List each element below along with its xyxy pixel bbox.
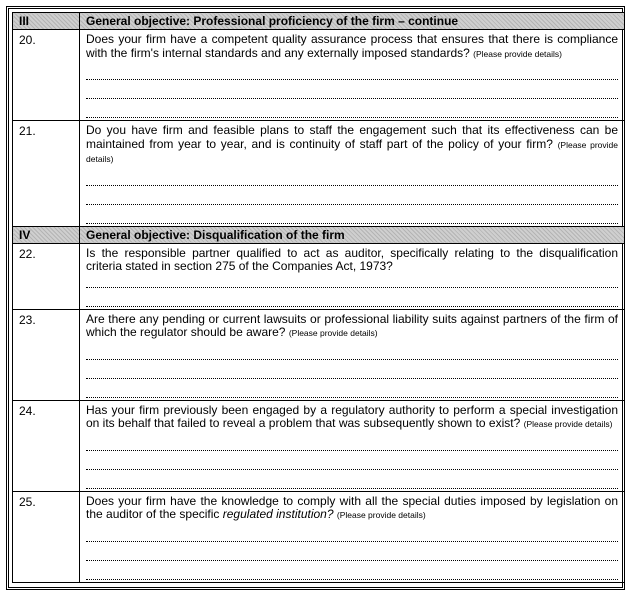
- question-hint: (Please provide details): [86, 139, 618, 164]
- answer-lines: [86, 341, 618, 400]
- question-text: Does your firm have the knowledge to comply with all the special duties imposed by legislation on the auditor of the specific regulated institution? (Please provide details): [86, 493, 618, 521]
- question-text: Are there any pending or current lawsuits or professional liability suits against partners of the firm of which the regulator should be aware? (Please provide details): [86, 311, 618, 339]
- section-title: General objective: Professional proficiency of the firm – continue: [80, 13, 625, 30]
- question-number: 21.: [13, 121, 80, 227]
- answer-line[interactable]: [86, 360, 618, 379]
- question-row-23: [13, 309, 625, 400]
- questionnaire-table: [12, 12, 625, 583]
- answer-lines: [86, 432, 618, 491]
- question-text: Do you have firm and feasible plans to staff the engagement such that its effectiveness can be maintained from year to year, and is continuity of staff part of the policy of your firm? (Please provide details): [86, 123, 618, 164]
- answer-line[interactable]: [86, 561, 618, 580]
- answer-line[interactable]: [86, 523, 618, 542]
- form-frame: [6, 6, 625, 590]
- section-number: IV: [13, 226, 80, 243]
- section-number: III: [13, 13, 80, 30]
- answer-line[interactable]: [86, 80, 618, 99]
- question-row-22: [13, 243, 625, 309]
- answer-line[interactable]: [86, 61, 618, 80]
- question-text: Has your firm previously been engaged by a regulatory authority to perform a special investigation on its behalf that failed to reveal a problem that was subsequently shown to exist? (Please provide details): [86, 402, 618, 430]
- answer-line[interactable]: [86, 167, 618, 186]
- answer-line[interactable]: [86, 288, 618, 307]
- question-hint: (Please provide details): [336, 510, 426, 520]
- answer-lines: [86, 523, 618, 582]
- question-hint: (Please provide details): [473, 48, 562, 59]
- question-text: Does your firm have a competent quality assurance process that ensures that there is compliance with the firm's internal standards and any externally imposed standards? (Please provide details): [86, 32, 618, 60]
- question-row-25: [13, 491, 625, 582]
- answer-line[interactable]: [86, 274, 618, 288]
- question-number: 24.: [13, 400, 80, 491]
- question-text: Is the responsible partner qualified to act as auditor, specifically relating to the disqualification criteria stated in section 275 of the Companies Act, 1973?: [86, 245, 618, 273]
- answer-line[interactable]: [86, 542, 618, 561]
- answer-line[interactable]: [86, 99, 618, 118]
- section-header-iv: [13, 226, 625, 243]
- answer-line[interactable]: [86, 379, 618, 398]
- section-header-iii: [13, 13, 625, 30]
- question-number: 25.: [13, 491, 80, 582]
- question-number: 20.: [13, 30, 80, 121]
- answer-lines: [86, 61, 618, 120]
- answer-line[interactable]: [86, 186, 618, 205]
- question-hint: (Please provide details): [523, 419, 613, 429]
- question-row-20: [13, 30, 625, 121]
- question-emphasis: regulated institution?: [222, 507, 334, 521]
- section-title: General objective: Disqualification of the firm: [80, 226, 625, 243]
- answer-line[interactable]: [86, 470, 618, 489]
- question-row-21: [13, 121, 625, 227]
- answer-lines: [86, 274, 618, 309]
- question-number: 22.: [13, 243, 80, 309]
- question-hint: (Please provide details): [288, 328, 378, 338]
- form-page: [6, 6, 627, 603]
- answer-line[interactable]: [86, 432, 618, 451]
- question-row-24: [13, 400, 625, 491]
- answer-line[interactable]: [86, 341, 618, 360]
- question-number: 23.: [13, 309, 80, 400]
- answer-lines: [86, 167, 618, 226]
- answer-line[interactable]: [86, 451, 618, 470]
- answer-line[interactable]: [86, 205, 618, 224]
